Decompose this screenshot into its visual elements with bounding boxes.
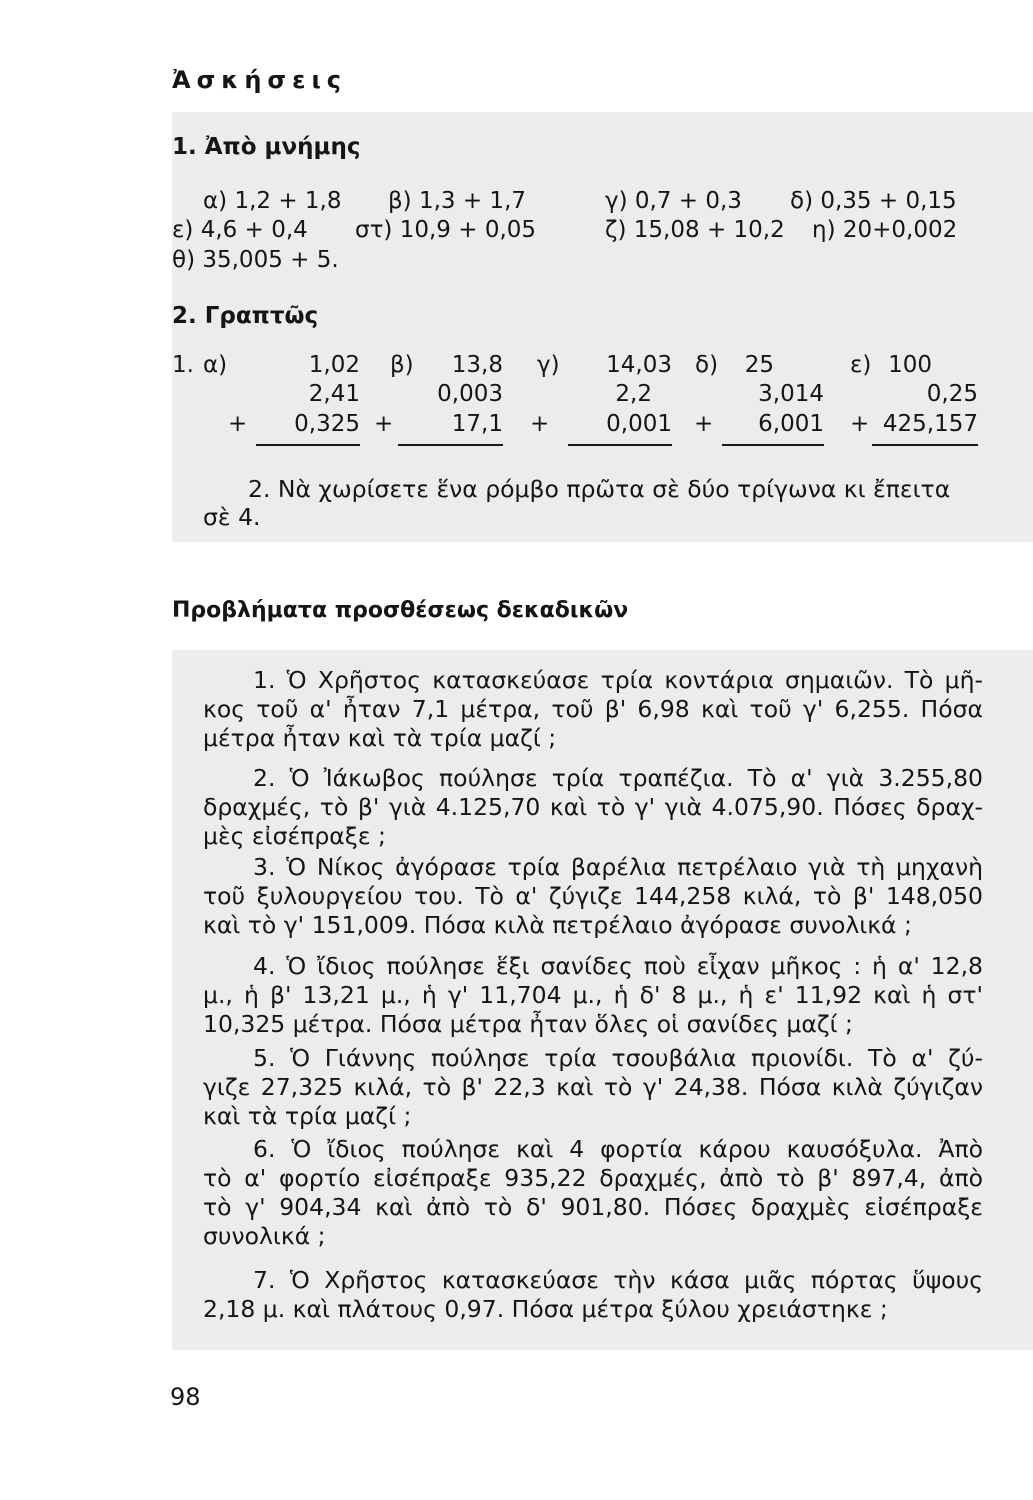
- problem-line: 7. Ὁ Χρῆστος κατασκεύασε τὴν κάσα μιᾶς πόρτας ὕψους: [253, 1266, 983, 1294]
- plus-sign: +: [850, 411, 870, 437]
- sum-line: [872, 444, 978, 446]
- mental-item: α) 1,2 + 1,8: [203, 188, 342, 214]
- problem-line: γιζε 27,325 κιλά, τὸ β' 22,3 καὶ τὸ γ' 24,38. Πόσα κιλὰ ζύγιζαν: [203, 1073, 983, 1101]
- problems-title: Προβλήματα προσθέσεως δεκαδικῶν: [172, 598, 629, 623]
- problem-line: 4. Ὁ ἴδιος πούλησε ἕξι σανίδες ποὺ εἶχαν μῆκος : ἡ α' 12,8: [253, 952, 983, 980]
- problem-line: 3. Ὁ Νίκος ἀγόρασε τρία βαρέλια πετρέλαιο γιὰ τὴ μηχανὴ: [253, 853, 983, 881]
- section-title-written: 2. Γραπτῶς: [172, 303, 319, 329]
- problem-line: καὶ τὰ τρία μαζί ;: [203, 1102, 412, 1130]
- rhombus-task-line1: 2. Νὰ χωρίσετε ἕνα ρόμβο πρῶτα σὲ δύο τρίγωνα κι ἔπειτα: [248, 475, 951, 503]
- problem-line: 10,325 μέτρα. Πόσα μέτρα ἦταν ὅλες οἱ σανίδες μαζί ;: [203, 1010, 853, 1038]
- problem-line: δραχμές, τὸ β' γιὰ 4.125,70 καὶ τὸ γ' γιὰ 4.075,90. Πόσες δραχ-: [203, 793, 983, 821]
- rhombus-task-line2: σὲ 4.: [203, 503, 261, 531]
- column-label: ε): [850, 352, 872, 378]
- plus-sign: +: [228, 411, 248, 437]
- mental-item: ε) 4,6 + 0,4: [172, 217, 308, 243]
- addend: 0,001: [606, 411, 672, 437]
- problem-line: τὸ γ' 904,34 καὶ ἀπὸ τὸ δ' 901,80. Πόσες δραχμὲς εἰσέπραξε: [203, 1193, 983, 1221]
- column-label: α): [203, 352, 228, 378]
- sum-line: [398, 444, 503, 446]
- problem-6: [203, 1135, 983, 1251]
- page-number: 98: [170, 1383, 201, 1411]
- sum-line: [568, 444, 672, 446]
- column-label: β): [390, 352, 414, 378]
- problem-line: καὶ τὸ γ' 151,009. Πόσα κιλὰ πετρέλαιο ἀγόρασε συνολικά ;: [203, 911, 912, 939]
- problem-2: [203, 764, 983, 851]
- problem-line: κος τοῦ α' ἦταν 7,1 μέτρα, τοῦ β' 6,98 καὶ τοῦ γ' 6,255. Πόσα: [203, 695, 983, 723]
- addend: 6,001: [758, 411, 824, 437]
- addend: 1,02: [308, 352, 360, 378]
- problem-line: συνολικά ;: [203, 1222, 326, 1250]
- page-heading: Ἀσκήσεις: [172, 66, 348, 94]
- addend: 13,8: [451, 352, 503, 378]
- plus-sign: +: [694, 411, 714, 437]
- addend: 3,014: [758, 381, 824, 407]
- addend: 2,2: [615, 381, 652, 407]
- problem-4: [203, 952, 983, 1039]
- column-label: γ): [537, 352, 560, 378]
- problem-line: τοῦ ξυλουργείου του. Τὸ α' ζύγιζε 144,258 κιλά, τὸ β' 148,050: [203, 882, 983, 910]
- mental-item: β) 1,3 + 1,7: [388, 188, 527, 214]
- mental-item: δ) 0,35 + 0,15: [790, 188, 957, 214]
- problem-line: 5. Ὁ Γιάννης πούλησε τρία τσουβάλια πριονίδι. Τὸ α' ζύ-: [253, 1044, 983, 1072]
- sum-line: [722, 444, 824, 446]
- problem-line: 2. Ὁ Ἰάκωβος πούλησε τρία τραπέζια. Τὸ α' γιὰ 3.255,80: [253, 764, 983, 792]
- addend: 0,003: [437, 381, 503, 407]
- problem-7: [203, 1266, 983, 1324]
- task-number: 1.: [172, 352, 194, 378]
- problem-5: [203, 1044, 983, 1131]
- problem-line: μέτρα ἦταν καὶ τὰ τρία μαζί ;: [203, 724, 557, 752]
- problem-1: [203, 666, 983, 753]
- addend: 17,1: [451, 411, 503, 437]
- addend: 2,41: [308, 381, 360, 407]
- problem-line: 2,18 μ. καὶ πλάτους 0,97. Πόσα μέτρα ξύλου χρειάστηκε ;: [203, 1295, 888, 1323]
- mental-item: η) 20+0,002: [812, 217, 958, 243]
- problem-line: τὸ α' φορτίο εἰσέπραξε 935,22 δραχμές, ἀπὸ τὸ β' 897,4, ἀπὸ: [203, 1164, 983, 1192]
- problem-3: [203, 853, 983, 940]
- mental-item: γ) 0,7 + 0,3: [605, 188, 742, 214]
- problem-line: μ., ἡ β' 13,21 μ., ἡ γ' 11,704 μ., ἡ δ' 8 μ., ἡ ε' 11,92 καὶ ἡ στ': [203, 981, 983, 1009]
- addend: 14,03: [606, 352, 672, 378]
- mental-item: στ) 10,9 + 0,05: [355, 217, 537, 243]
- column-label: δ): [695, 352, 719, 378]
- addend: 0,25: [926, 381, 978, 407]
- problem-line: 1. Ὁ Χρῆστος κατασκεύασε τρία κοντάρια σημαιῶν. Τὸ μῆ-: [253, 666, 983, 694]
- sum-line: [256, 444, 360, 446]
- plus-sign: +: [374, 411, 394, 437]
- plus-sign: +: [530, 411, 550, 437]
- addend: 425,157: [882, 411, 978, 437]
- section-title-mental: 1. Ἀπὸ μνήμης: [172, 134, 361, 160]
- problem-line: μὲς εἰσέπραξε ;: [203, 822, 386, 850]
- addend: 0,325: [294, 411, 360, 437]
- mental-item: θ) 35,005 + 5.: [172, 247, 339, 273]
- addend: 100: [888, 352, 932, 378]
- problem-line: 6. Ὁ ἴδιος πούλησε καὶ 4 φορτία κάρου καυσόξυλα. Ἀπὸ: [253, 1135, 983, 1163]
- mental-item: ζ) 15,08 + 10,2: [605, 217, 785, 243]
- addend: 25: [744, 352, 774, 378]
